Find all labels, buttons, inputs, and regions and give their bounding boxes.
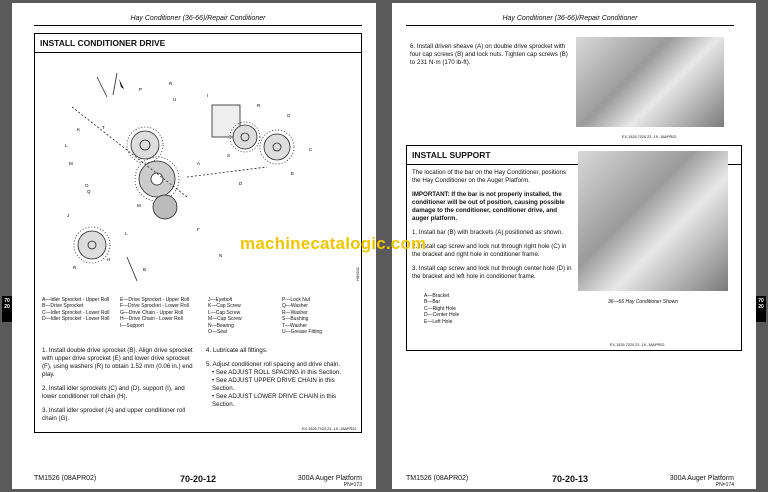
section-tab-left: 70 20 xyxy=(2,296,12,322)
sheave-photo xyxy=(576,37,724,127)
step: 2. Install idler sprockets (C) and (D), support (I), and lower conditioner roll chain (H). xyxy=(42,385,185,400)
pn-number: PN=174 xyxy=(715,482,734,488)
page-header: Hay Conditioner (36-66)/Repair Conditioner xyxy=(34,15,362,26)
step: 2. Install cap screw and lock nut through right hole (C) in the bracket and right hole in conditioner frame. xyxy=(412,243,567,258)
legend-item: N—Bearing xyxy=(208,322,234,329)
legend-item: D—Idler Sprocket - Lower Roll xyxy=(42,316,110,323)
reference-code: EX,1526,7020,23 -19 -18APR02 xyxy=(302,427,357,431)
svg-text:C: C xyxy=(309,147,313,152)
svg-text:N: N xyxy=(219,253,223,258)
right-page xyxy=(392,3,756,489)
legend-item: B—Drive Sprocket xyxy=(42,303,84,310)
page-header: Hay Conditioner (36-66)/Repair Conditioner xyxy=(406,15,734,26)
section-title: INSTALL CONDITIONER DRIVE xyxy=(35,34,361,53)
legend-item: E—Drive Sprocket - Upper Roll xyxy=(120,297,190,303)
support-bar-photo xyxy=(578,151,728,291)
svg-text:A: A xyxy=(197,161,201,166)
svg-text:R: R xyxy=(169,81,173,86)
svg-text:H: H xyxy=(107,257,111,262)
steps-col-1 xyxy=(42,347,194,429)
svg-text:L: L xyxy=(65,143,68,148)
product-name: 300A Auger Platform xyxy=(669,475,734,482)
legend-item: D—Center Hole xyxy=(424,312,460,319)
product-name: 300A Auger Platform xyxy=(297,475,362,482)
legend-item: I—Support xyxy=(120,322,144,329)
svg-text:K: K xyxy=(77,127,81,132)
legend-item: K—Cap Screw xyxy=(208,303,241,310)
intro-text: The location of the bar on the Hay Conditioner, positions the Hay Conditioner on the Auger Platform. xyxy=(412,169,567,184)
svg-text:D: D xyxy=(239,181,243,186)
section-title: INSTALL SUPPORT xyxy=(407,146,741,165)
svg-text:P: P xyxy=(139,87,143,92)
install-support-text xyxy=(412,169,574,287)
svg-text:L: L xyxy=(125,231,128,236)
svg-text:B: B xyxy=(143,267,147,272)
step: 6. Install driven sheave (A) on double drive sprocket with four cap screws (B) and lock nuts. Tighten cap screws (B) to 231 N·m (170 lb-ft). xyxy=(410,43,568,66)
product-block xyxy=(670,475,734,488)
svg-text:F: F xyxy=(197,227,200,232)
manual-id: TM1526 (08APR02) xyxy=(406,475,469,482)
legend-item: T—Washer xyxy=(282,322,308,329)
bullet: • See ADJUST UPPER DRIVE CHAIN in this Section. xyxy=(212,377,335,392)
support-legend xyxy=(424,293,459,325)
svg-text:M: M xyxy=(137,203,141,208)
step: 3. Install cap screw and lock nut through center hole (D) in the bracket and left hole in conditioner frame. xyxy=(412,265,572,280)
legend-item: E—Left Hole xyxy=(424,318,453,325)
step: 4. Lubricate all fittings. xyxy=(206,347,268,354)
section-tab-right: 70 20 xyxy=(756,296,766,322)
legend-item: P—Lock Nut xyxy=(282,297,311,303)
legend-item: R—Washer xyxy=(282,309,308,316)
steps-col-2 xyxy=(206,347,356,409)
important-note: IMPORTANT: If the bar is not properly installed, the conditioner will be out of position, causing possible damage to the conditioner, conditioner drive, and auger platform. xyxy=(412,191,565,222)
reference-code: EX,1526,7020,23 -19 -18APR02 xyxy=(610,343,665,347)
legend-col-2 xyxy=(120,297,190,329)
legend-item: A—Bracket xyxy=(424,293,450,299)
step: 1. Install double drive sprocket (B). Align drive sprocket with upper drive sprocket (E) and lower drive sprocket (F), using washers (R) to obtain 1.52 mm (0.06 in.) end play. xyxy=(42,347,193,378)
exploded-drive-diagram xyxy=(47,57,347,289)
step: 3. Install idler sprocket (A) and upper conditioner roll chain (G). xyxy=(42,407,186,422)
svg-text:T: T xyxy=(102,125,105,130)
legend-item: C—Right Hole xyxy=(424,305,456,312)
legend-item: L—Cap Screw xyxy=(208,309,241,316)
legend-item: U—Grease Fitting xyxy=(282,329,323,336)
legend-item: A—Idler Sprocket - Upper Roll xyxy=(42,297,110,303)
legend-item: F—Drive Sprocket - Lower Roll xyxy=(120,303,189,310)
step-6 xyxy=(410,43,570,73)
legend-item: O—Seal xyxy=(208,329,227,336)
legend-item: H—Drive Chain - Lower Roll xyxy=(120,316,183,323)
svg-text:Q: Q xyxy=(87,189,91,194)
svg-text:O: O xyxy=(85,183,89,188)
page-number: 70-20-12 xyxy=(179,474,217,484)
svg-text:E: E xyxy=(291,171,295,176)
legend-item: B—Bar xyxy=(424,299,441,306)
svg-text:S: S xyxy=(227,153,231,158)
photo-caption: 36—66 Hay Conditioner Shown xyxy=(608,299,679,305)
svg-text:G: G xyxy=(287,113,291,118)
cursor-arrow-icon xyxy=(119,79,124,89)
legend-item: C—Idler Sprocket - Lower Roll xyxy=(42,309,110,316)
figure-id: H86611 xyxy=(355,267,360,281)
bullet: • See ADJUST ROLL SPACING in this Section. xyxy=(212,369,341,376)
legend-item: Q—Washer xyxy=(282,303,308,310)
step: 1. Install bar (B) with brackets (A) positioned as shown. xyxy=(412,229,563,236)
svg-text:M: M xyxy=(69,161,73,166)
legend-item: G—Drive Chain - Upper Roll xyxy=(120,309,184,316)
step: 5. Adjust conditioner roll spacing and drive chain. xyxy=(206,361,341,368)
product-block xyxy=(298,475,362,488)
svg-text:R: R xyxy=(257,103,261,108)
legend-item: S—Bushing xyxy=(282,316,309,323)
legend-col-3 xyxy=(208,297,268,335)
svg-text:J: J xyxy=(67,213,70,218)
pn-number: PN=173 xyxy=(343,482,362,488)
svg-text:I: I xyxy=(207,93,209,98)
bullet: • See ADJUST LOWER DRIVE CHAIN in this Section. xyxy=(212,393,337,408)
legend-item: M—Cap Screw xyxy=(208,316,242,323)
page-number: 70-20-13 xyxy=(551,474,589,484)
legend-col-4 xyxy=(282,297,358,335)
svg-text:R: R xyxy=(73,265,77,270)
manual-id: TM1526 (08APR02) xyxy=(34,475,97,482)
legend-col-1 xyxy=(42,297,110,323)
legend-item: J—Eyebolt xyxy=(208,297,233,303)
reference-code: EX,1526,7020,23 -19 -18APR02 xyxy=(622,135,677,139)
svg-text:U: U xyxy=(173,97,177,102)
watermark: machinecatalogic.com xyxy=(240,234,427,253)
